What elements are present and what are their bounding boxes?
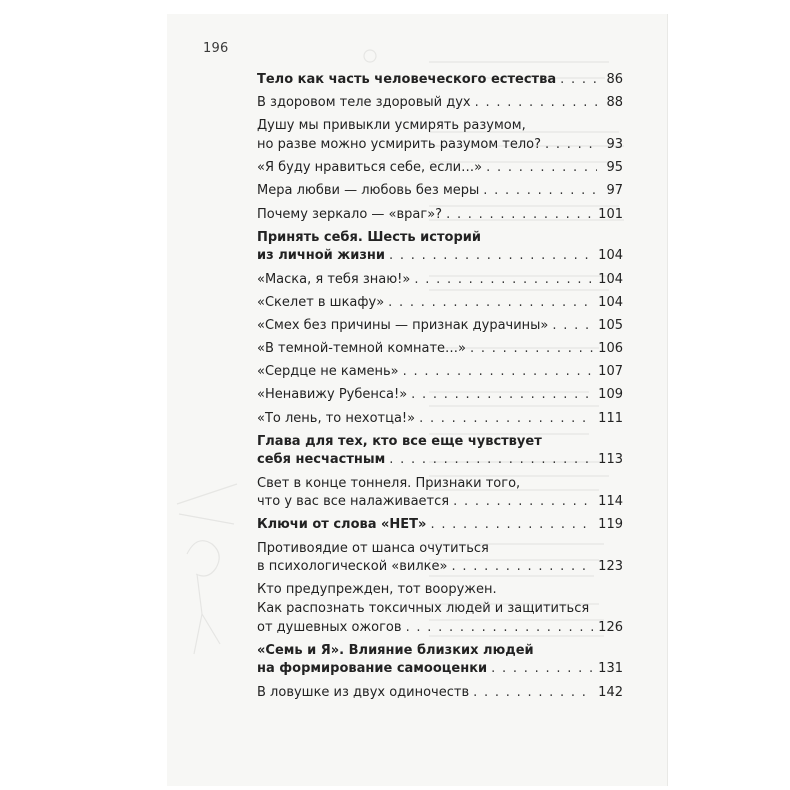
toc-entry-last-line [257, 363, 623, 382]
toc-entry-page-number: 126 [598, 619, 623, 635]
toc-entry [257, 363, 623, 382]
toc-entry-last-line [257, 159, 623, 178]
toc-entry-page-number: 123 [598, 559, 623, 575]
toc-entry [257, 94, 623, 113]
toc-entry-page-number: 109 [598, 387, 623, 403]
toc-entry-page-number: 111 [598, 410, 623, 426]
toc-entry-title-line: но разве можно усмирить разумом тело? [257, 136, 541, 152]
toc-entry-last-line [257, 493, 623, 512]
toc-entry-last-line [257, 451, 623, 470]
toc-entry [257, 433, 623, 470]
toc-entry [257, 684, 623, 703]
toc-entry-page-number: 119 [598, 517, 623, 533]
toc-entry-last-line [257, 294, 623, 313]
toc-entry-title-line: «Семь и Я». Влияние близких людей [257, 642, 534, 658]
toc-entry-last-line [257, 271, 623, 290]
dot-leader [389, 451, 594, 470]
dot-leader [486, 159, 597, 178]
toc-entry-page-number: 104 [598, 294, 623, 310]
toc-entry-last-line [257, 206, 623, 225]
toc-entry-page-number: 142 [598, 684, 623, 700]
toc-entry-last-line [257, 247, 623, 266]
toc-entry-title-line: «Смех без причины — признак дурачины» [257, 317, 549, 333]
toc-entry-page-number: 95 [606, 160, 623, 176]
toc-entry [257, 159, 623, 178]
toc-entry-last-line [257, 619, 623, 638]
toc-entry-page-number: 104 [598, 271, 623, 287]
toc-entry-last-line [257, 317, 623, 336]
dot-leader [560, 71, 597, 90]
toc-entry-title-line: Противоядие от шанса очутиться [257, 540, 489, 556]
dot-leader [414, 271, 594, 290]
dot-leader [403, 363, 595, 382]
toc-entry-title-line: Ключи от слова «НЕТ» [257, 517, 427, 533]
toc-entry-page-number: 106 [598, 341, 623, 357]
dot-leader [491, 660, 594, 679]
toc-entry-title-line: в психологической «вилке» [257, 559, 448, 575]
toc-entry-page-number: 93 [606, 136, 623, 152]
toc-entry-last-line [257, 410, 623, 429]
toc-entry-title-line: «Сердце не камень» [257, 364, 399, 380]
toc-entry [257, 475, 623, 512]
toc-entry-title-line: «Скелет в шкафу» [257, 294, 385, 310]
toc-entry-last-line [257, 340, 623, 359]
dot-leader [453, 493, 594, 512]
toc-entry-page-number: 101 [598, 206, 623, 222]
dot-leader [470, 340, 594, 359]
toc-entry-title-line: В здоровом теле здоровый дух [257, 95, 471, 111]
toc-entry-last-line [257, 558, 623, 577]
toc-entry-title-line: Почему зеркало — «враг»? [257, 206, 443, 222]
toc-entry-last-line [257, 71, 623, 90]
toc-entry [257, 206, 623, 225]
toc-entry [257, 642, 623, 679]
dot-leader [475, 94, 597, 113]
dot-leader [446, 206, 594, 225]
dot-leader [419, 410, 594, 429]
toc-entry [257, 540, 623, 577]
toc-entry-title-line: Тело как часть человеческого естества [257, 72, 557, 87]
toc-entry [257, 581, 623, 637]
dot-leader [388, 294, 594, 313]
toc-entry-last-line [257, 182, 623, 201]
dot-leader [411, 386, 594, 405]
toc-entry-last-line [257, 136, 623, 155]
toc-entry-title-line: Свет в конце тоннеля. Признаки того, [257, 475, 521, 491]
toc-entry-title-line: Глава для тех, кто все еще чувствует [257, 433, 542, 449]
dot-leader [483, 182, 597, 201]
toc-entry [257, 71, 623, 90]
dot-leader [545, 136, 597, 155]
toc-entry-title-line: В ловушке из двух одиночеств [257, 684, 470, 700]
dot-leader [406, 619, 595, 638]
toc-entry-last-line [257, 684, 623, 703]
toc-entry-title-line: на формирование самооценки [257, 661, 488, 677]
book-page [167, 14, 667, 786]
toc-entry [257, 294, 623, 313]
toc-entry [257, 182, 623, 201]
toc-entry-last-line [257, 94, 623, 113]
toc-entry-title-line: «Ненавижу Рубенса!» [257, 387, 408, 403]
toc-entry-title-line: Принять себя. Шесть историй [257, 229, 481, 245]
toc-entry-title-line: «В темной-темной комнате…» [257, 341, 466, 357]
toc-entry-page-number: 105 [598, 317, 623, 333]
toc-entry [257, 516, 623, 535]
toc-entry-page-number: 113 [598, 452, 623, 468]
toc-entry-title-line: Душу мы привыкли усмирять разумом, [257, 118, 526, 134]
page-number: 196 [203, 41, 229, 56]
toc-entry-page-number: 107 [598, 364, 623, 380]
dot-leader [430, 516, 594, 535]
toc-entry-title-line: себя несчастным [257, 452, 386, 468]
toc-entry-title-line: «Я буду нравиться себе, если…» [257, 160, 483, 176]
toc-entry [257, 410, 623, 429]
toc-entry-title-line: Как распознать токсичных людей и защититься [257, 600, 590, 616]
toc-entry-page-number: 97 [606, 183, 623, 199]
toc-entry-page-number: 86 [606, 72, 623, 87]
dot-leader [473, 684, 594, 703]
toc-entry [257, 317, 623, 336]
dot-leader [389, 247, 594, 266]
toc-entry-page-number: 88 [606, 95, 623, 111]
toc-entry-title-line: Мера любви — любовь без меры [257, 183, 480, 199]
toc-entry-title-line: Кто предупрежден, тот вооружен. [257, 582, 497, 598]
toc-entry-last-line [257, 660, 623, 679]
toc-entry-title-line: «Маска, я тебя знаю!» [257, 271, 411, 287]
toc-entry [257, 229, 623, 266]
dot-leader [552, 317, 594, 336]
toc-entry-title-line: что у вас все налаживается [257, 494, 450, 510]
toc-entry-last-line [257, 516, 623, 535]
toc-entry-title-line: из личной жизни [257, 248, 385, 264]
toc-entry [257, 386, 623, 405]
toc-entry-page-number: 131 [598, 661, 623, 677]
toc-entry [257, 117, 623, 154]
toc-entry [257, 340, 623, 359]
toc-entry-title-line: от душевных ожогов [257, 619, 402, 635]
toc-entry-page-number: 114 [598, 494, 623, 510]
toc-entry-title-line: «То лень, то нехотца!» [257, 410, 416, 426]
toc-entry-last-line [257, 386, 623, 405]
toc-entry-page-number: 104 [598, 248, 623, 264]
dot-leader [451, 558, 594, 577]
toc-entry [257, 271, 623, 290]
table-of-contents [257, 71, 623, 707]
